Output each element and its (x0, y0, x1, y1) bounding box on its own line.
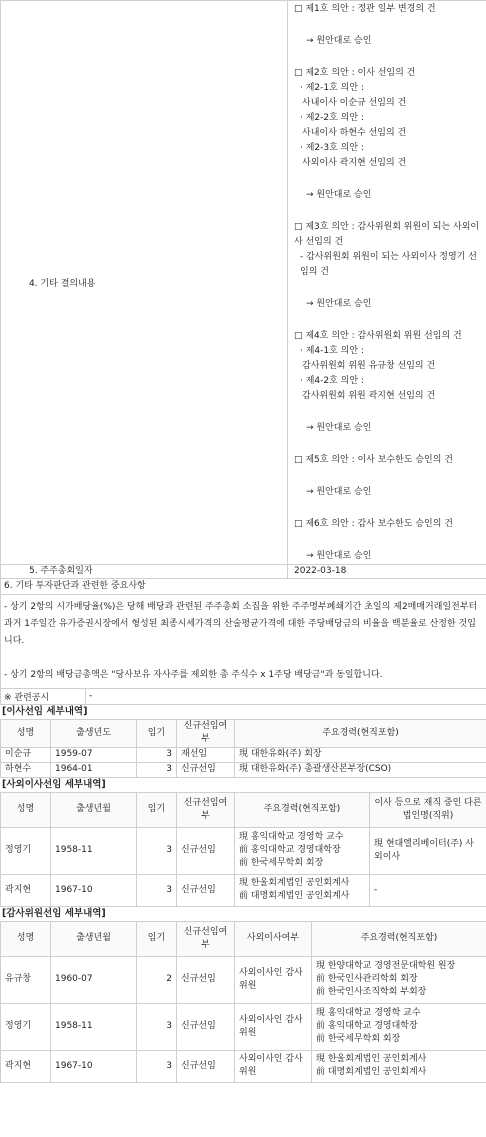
agenda-spacer (294, 532, 480, 549)
agenda-content (288, 1, 486, 565)
directors-header (1, 719, 486, 747)
table-row (1, 874, 486, 906)
audit-term: 3 (137, 1003, 177, 1050)
career-line: 現 한양대학교 경영전문대학원 원장 (316, 961, 456, 971)
agenda-line: · 제4-2호 의안 : (300, 376, 364, 386)
audit-outside-flag: 사외이사인 감사위원 (235, 1003, 312, 1050)
agenda-line: 사외이사 곽지현 선임의 건 (302, 158, 407, 168)
col-header: 출생년월 (51, 921, 137, 956)
meeting-date-row (1, 565, 486, 579)
career-line: 現 홍익대학교 경영학 교수 (316, 1008, 421, 1018)
agenda-spacer (294, 49, 480, 66)
agenda-spacer (294, 312, 480, 329)
outside-other-corp: 現 현대엘리베이터(주) 사외이사 (370, 827, 486, 874)
career-line: 現 한울회계법인 공인회계사 (316, 1054, 427, 1064)
outside-birth: 1967-10 (51, 874, 137, 906)
audit-committee-title: [감사위원선임 세부내역] (2, 907, 106, 919)
note-dividend-yield: - 상기 2항의 시가배당율(%)은 당해 배당과 관련된 주주총회 소집을 위한 주주명부폐쇄기간 초일의 제2매매거래일전부터 과거 1주일간 유가증권시장에서 형성된 최종시세가격의 산술평균가격에 대한 주당배당금의 비율을 백분율로 산정한 것입니다. (4, 602, 478, 646)
audit-birth: 1967-10 (51, 1050, 137, 1082)
audit-career (312, 956, 486, 1003)
audit-status: 신규선임 (177, 1050, 235, 1082)
audit-name: 정영기 (1, 1003, 51, 1050)
outside-status: 신규선임 (177, 874, 235, 906)
agenda-spacer (294, 500, 480, 517)
agenda-line: 사내이사 이순규 선임의 건 (302, 98, 407, 108)
table-row (1, 1050, 486, 1082)
other-notes (1, 595, 486, 689)
outside-term: 3 (137, 874, 177, 906)
agenda-line: · 제2-1호 의안 : (300, 83, 364, 93)
meeting-date-value: 2022-03-18 (288, 565, 486, 579)
table-row (1, 827, 486, 874)
other-notes-row (1, 595, 486, 689)
agenda-line: 감사위원회 위원 곽지현 선임의 건 (302, 391, 436, 401)
agenda-spacer (294, 468, 480, 485)
directors-table (0, 719, 486, 778)
outside-term: 3 (137, 827, 177, 874)
agenda-row (1, 1, 486, 565)
career-line: 前 홍익대학교 경영대학장 (239, 845, 341, 855)
agenda-line: □ 제5호 의안 : 이사 보수한도 승인의 건 (294, 455, 454, 465)
agenda-spacer (294, 404, 480, 421)
col-header: 주요경력(현직포함) (312, 921, 486, 956)
agenda-line: → 원안대로 승인 (306, 551, 372, 561)
table-row (1, 956, 486, 1003)
director-status: 재선임 (177, 747, 235, 762)
col-header: 사외이사여부 (235, 921, 312, 956)
table-row (1, 762, 486, 777)
agenda-spacer (294, 203, 480, 220)
agenda-line: □ 제3호 의안 : 감사위원회 위원이 되는 사외이사 선임의 건 (294, 222, 480, 247)
col-header: 성명 (1, 719, 51, 747)
audit-status: 신규선임 (177, 1003, 235, 1050)
career-line: 前 한국인사관리학회 회장 (316, 974, 418, 984)
agenda-line: 사내이사 하현수 선임의 건 (302, 128, 407, 138)
col-header: 신규선임여부 (177, 921, 235, 956)
col-header: 주요경력(현직포함) (235, 719, 486, 747)
audit-outside-flag: 사외이사인 감사위원 (235, 956, 312, 1003)
director-name: 하현수 (1, 762, 51, 777)
agenda-line: · 제2-3호 의안 : (300, 143, 364, 153)
col-header: 성명 (1, 792, 51, 827)
agenda-spacer (294, 171, 480, 188)
col-header: 출생년도 (51, 719, 137, 747)
audit-term: 3 (137, 1050, 177, 1082)
col-header: 임기 (137, 792, 177, 827)
audit-birth: 1960-07 (51, 956, 137, 1003)
related-label: ※ 관련공시 (1, 689, 86, 704)
outside-birth: 1958-11 (51, 827, 137, 874)
audit-term: 2 (137, 956, 177, 1003)
related-disclosure-table (0, 689, 486, 705)
director-term: 3 (137, 747, 177, 762)
related-value: - (86, 689, 486, 704)
col-header: 출생년월 (51, 792, 137, 827)
agenda-line: → 원안대로 승인 (306, 487, 372, 497)
agenda-line: □ 제1호 의안 : 정관 일부 변경의 건 (294, 4, 436, 14)
outside-other-corp: - (370, 874, 486, 906)
career-line: 前 대명회계법인 공인회계사 (316, 1067, 427, 1077)
agenda-line: → 원안대로 승인 (306, 423, 372, 433)
audit-career (312, 1050, 486, 1082)
col-header: 이사 등으로 재직 중인 다른 법인명(직위) (370, 792, 486, 827)
director-birth: 1964-01 (51, 762, 137, 777)
col-header: 성명 (1, 921, 51, 956)
outside-status: 신규선임 (177, 827, 235, 874)
other-title-row (1, 579, 486, 595)
agenda-line: → 원안대로 승인 (306, 299, 372, 309)
col-header: 신규선임여부 (177, 719, 235, 747)
career-line: 前 홍익대학교 경영대학장 (316, 1021, 418, 1031)
col-header: 임기 (137, 719, 177, 747)
director-term: 3 (137, 762, 177, 777)
director-career: 現 대한유화(주) 총괄생산본부장(CSO) (235, 762, 486, 777)
career-line: 現 홍익대학교 경영학 교수 (239, 832, 344, 842)
agenda-label: 4. 기타 결의내용 (1, 1, 288, 565)
agenda-line: 감사위원회 위원 유규창 선임의 건 (302, 361, 436, 371)
note-dividend-total: - 상기 2항의 배당금총액은 "당사보유 자사주를 제외한 총 주식수 x 1주당 배당금"과 동일합니다. (4, 670, 383, 680)
audit-status: 신규선임 (177, 956, 235, 1003)
agenda-line: → 원안대로 승인 (306, 190, 372, 200)
agenda-line: - 감사위원회 위원이 되는 사외이사 정영기 선임의 건 (300, 252, 477, 277)
career-line: 前 대명회계법인 공인회계사 (239, 891, 350, 901)
director-birth: 1959-07 (51, 747, 137, 762)
director-status: 신규선임 (177, 762, 235, 777)
audit-name: 곽지현 (1, 1050, 51, 1082)
col-header: 주요경력(현직포함) (235, 792, 370, 827)
audit-committee-table (0, 921, 486, 1083)
agenda-line: □ 제2호 의안 : 이사 선임의 건 (294, 68, 416, 78)
other-title: 6. 기타 투자판단과 관련한 중요사항 (1, 579, 486, 595)
agenda-spacer (294, 280, 480, 297)
outside-header (1, 792, 486, 827)
col-header: 임기 (137, 921, 177, 956)
meeting-date-label: 5. 주주총회일자 (1, 565, 288, 579)
agenda-spacer (294, 436, 480, 453)
outside-career (235, 874, 370, 906)
career-line: 前 한국세무학회 회장 (316, 1034, 401, 1044)
audit-header (1, 921, 486, 956)
agenda-spacer (294, 17, 480, 34)
agenda-line: □ 제4호 의안 : 감사위원회 위원 선임의 건 (294, 331, 462, 341)
agenda-line: → 원안대로 승인 (306, 36, 372, 46)
director-career: 現 대한유화(주) 회장 (235, 747, 486, 762)
career-line: 現 한울회계법인 공인회계사 (239, 878, 350, 888)
outside-name: 곽지현 (1, 874, 51, 906)
outside-directors-table (0, 792, 486, 907)
outside-directors-title: [사외이사선임 세부내역] (2, 778, 106, 790)
audit-birth: 1958-11 (51, 1003, 137, 1050)
audit-career (312, 1003, 486, 1050)
agenda-lines (294, 1, 480, 564)
agenda-line: · 제4-1호 의안 : (300, 346, 364, 356)
outside-career (235, 827, 370, 874)
table-row (1, 747, 486, 762)
career-line: 前 한국인사조직학회 부회장 (316, 987, 427, 997)
director-name: 이순규 (1, 747, 51, 762)
agenda-line: · 제2-2호 의안 : (300, 113, 364, 123)
audit-outside-flag: 사외이사인 감사위원 (235, 1050, 312, 1082)
directors-title: [이사선임 세부내역] (2, 705, 88, 717)
audit-name: 유규창 (1, 956, 51, 1003)
career-line: 前 한국세무학회 회장 (239, 858, 324, 868)
col-header: 신규선임여부 (177, 792, 235, 827)
table-row (1, 1003, 486, 1050)
outside-name: 정영기 (1, 827, 51, 874)
agenda-line: □ 제6호 의안 : 감사 보수한도 승인의 건 (294, 519, 454, 529)
